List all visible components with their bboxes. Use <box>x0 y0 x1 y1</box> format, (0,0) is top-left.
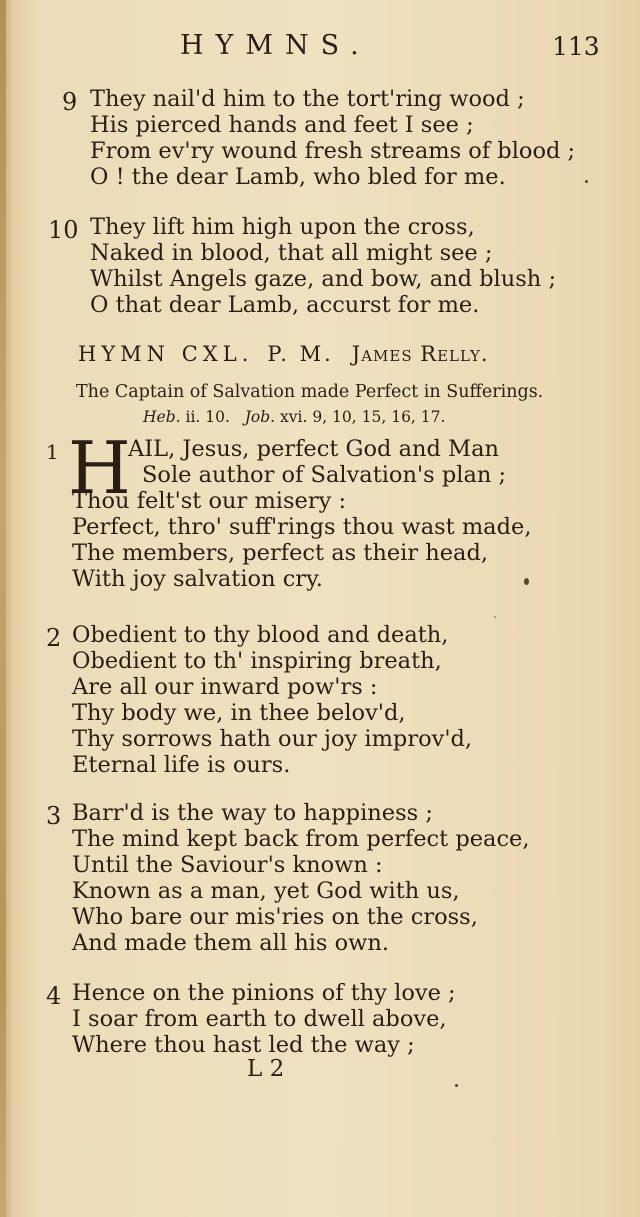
verse-line: Until the Saviour's known : <box>72 852 383 878</box>
verse-line: His pierced hands and feet I see ; <box>90 112 474 138</box>
running-title: HYMNS. <box>180 30 371 61</box>
verse-line: Hence on the pinions of thy love ; <box>72 980 456 1006</box>
ink-speck <box>585 180 588 183</box>
verse-line: Sole author of Salvation's plan ; <box>142 462 507 488</box>
verse-line: Thou felt'st our misery : <box>72 488 347 514</box>
verse-line: From ev'ry wound fresh streams of blood ; <box>90 138 576 164</box>
verse-line: Who bare our mis'ries on the cross, <box>72 904 478 930</box>
drop-cap: H <box>68 426 131 510</box>
verse-line: I soar from earth to dwell above, <box>72 1006 447 1032</box>
verse-line: Thy body we, in thee belov'd, <box>72 700 406 726</box>
verse-line: Barr'd is the way to happiness ; <box>72 800 433 826</box>
stanza-number: 1 <box>46 440 59 464</box>
scripture-verses: ii. 10. <box>185 408 230 426</box>
ink-speck <box>494 616 496 618</box>
verse-line: O that dear Lamb, accurst for me. <box>90 292 480 318</box>
verse-line: And made them all his own. <box>72 930 390 956</box>
verse-line: Perfect, thro' suff'rings thou wast made, <box>72 514 532 540</box>
verse-line: Eternal life is ours. <box>72 752 291 778</box>
verse-line: Naked in blood, that all might see ; <box>90 240 493 266</box>
verse-line: The members, perfect as their head, <box>72 540 489 566</box>
scripture-reference <box>143 408 445 426</box>
signature-mark: L 2 <box>247 1056 285 1082</box>
verse-line: They lift him high upon the cross, <box>90 214 475 240</box>
stanza-number: 2 <box>46 624 62 652</box>
verse-line: Whilst Angels gaze, and bow, and blush ; <box>90 266 557 292</box>
ink-speck <box>455 1084 458 1087</box>
verse-line: Are all our inward pow'rs : <box>72 674 378 700</box>
verse-line: Obedient to th' inspiring breath, <box>72 648 442 674</box>
hymn-meter: P. M. <box>267 342 334 366</box>
stanza-number: 4 <box>46 982 62 1010</box>
verse-line: Thy sorrows hath our joy improv'd, <box>72 726 473 752</box>
hymn-title: HYMN CXL. <box>78 342 254 366</box>
stanza-number: 3 <box>46 802 62 830</box>
running-head <box>0 30 640 70</box>
verse-line: AIL, Jesus, perfect God and Man <box>128 436 499 462</box>
scripture-book: Job. <box>244 408 276 426</box>
hymn-author: James Relly. <box>351 342 489 366</box>
verse-line: They nail'd him to the tort'ring wood ; <box>90 86 525 112</box>
stanza-number: 9 <box>62 88 78 116</box>
hymn-heading <box>78 342 638 376</box>
verse-line: With joy salvation cry. <box>72 566 323 592</box>
page-gutter <box>0 0 6 1217</box>
verse-line: Known as a man, yet God with us, <box>72 878 460 904</box>
verse-line: The mind kept back from perfect peace, <box>72 826 530 852</box>
verse-line: O ! the dear Lamb, who bled for me. <box>90 164 506 190</box>
verse-line: Where thou hast led the way ; <box>72 1032 415 1058</box>
page-number: 113 <box>552 32 600 61</box>
hymn-subject: The Captain of Salvation made Perfect in Sufferings. <box>76 382 544 402</box>
scripture-book: Heb. <box>143 408 181 426</box>
verse-line: Obedient to thy blood and death, <box>72 622 449 648</box>
scripture-verses: xvi. 9, 10, 15, 16, 17. <box>280 408 446 426</box>
stanza-number: 10 <box>48 216 79 244</box>
ink-speck <box>524 578 529 585</box>
